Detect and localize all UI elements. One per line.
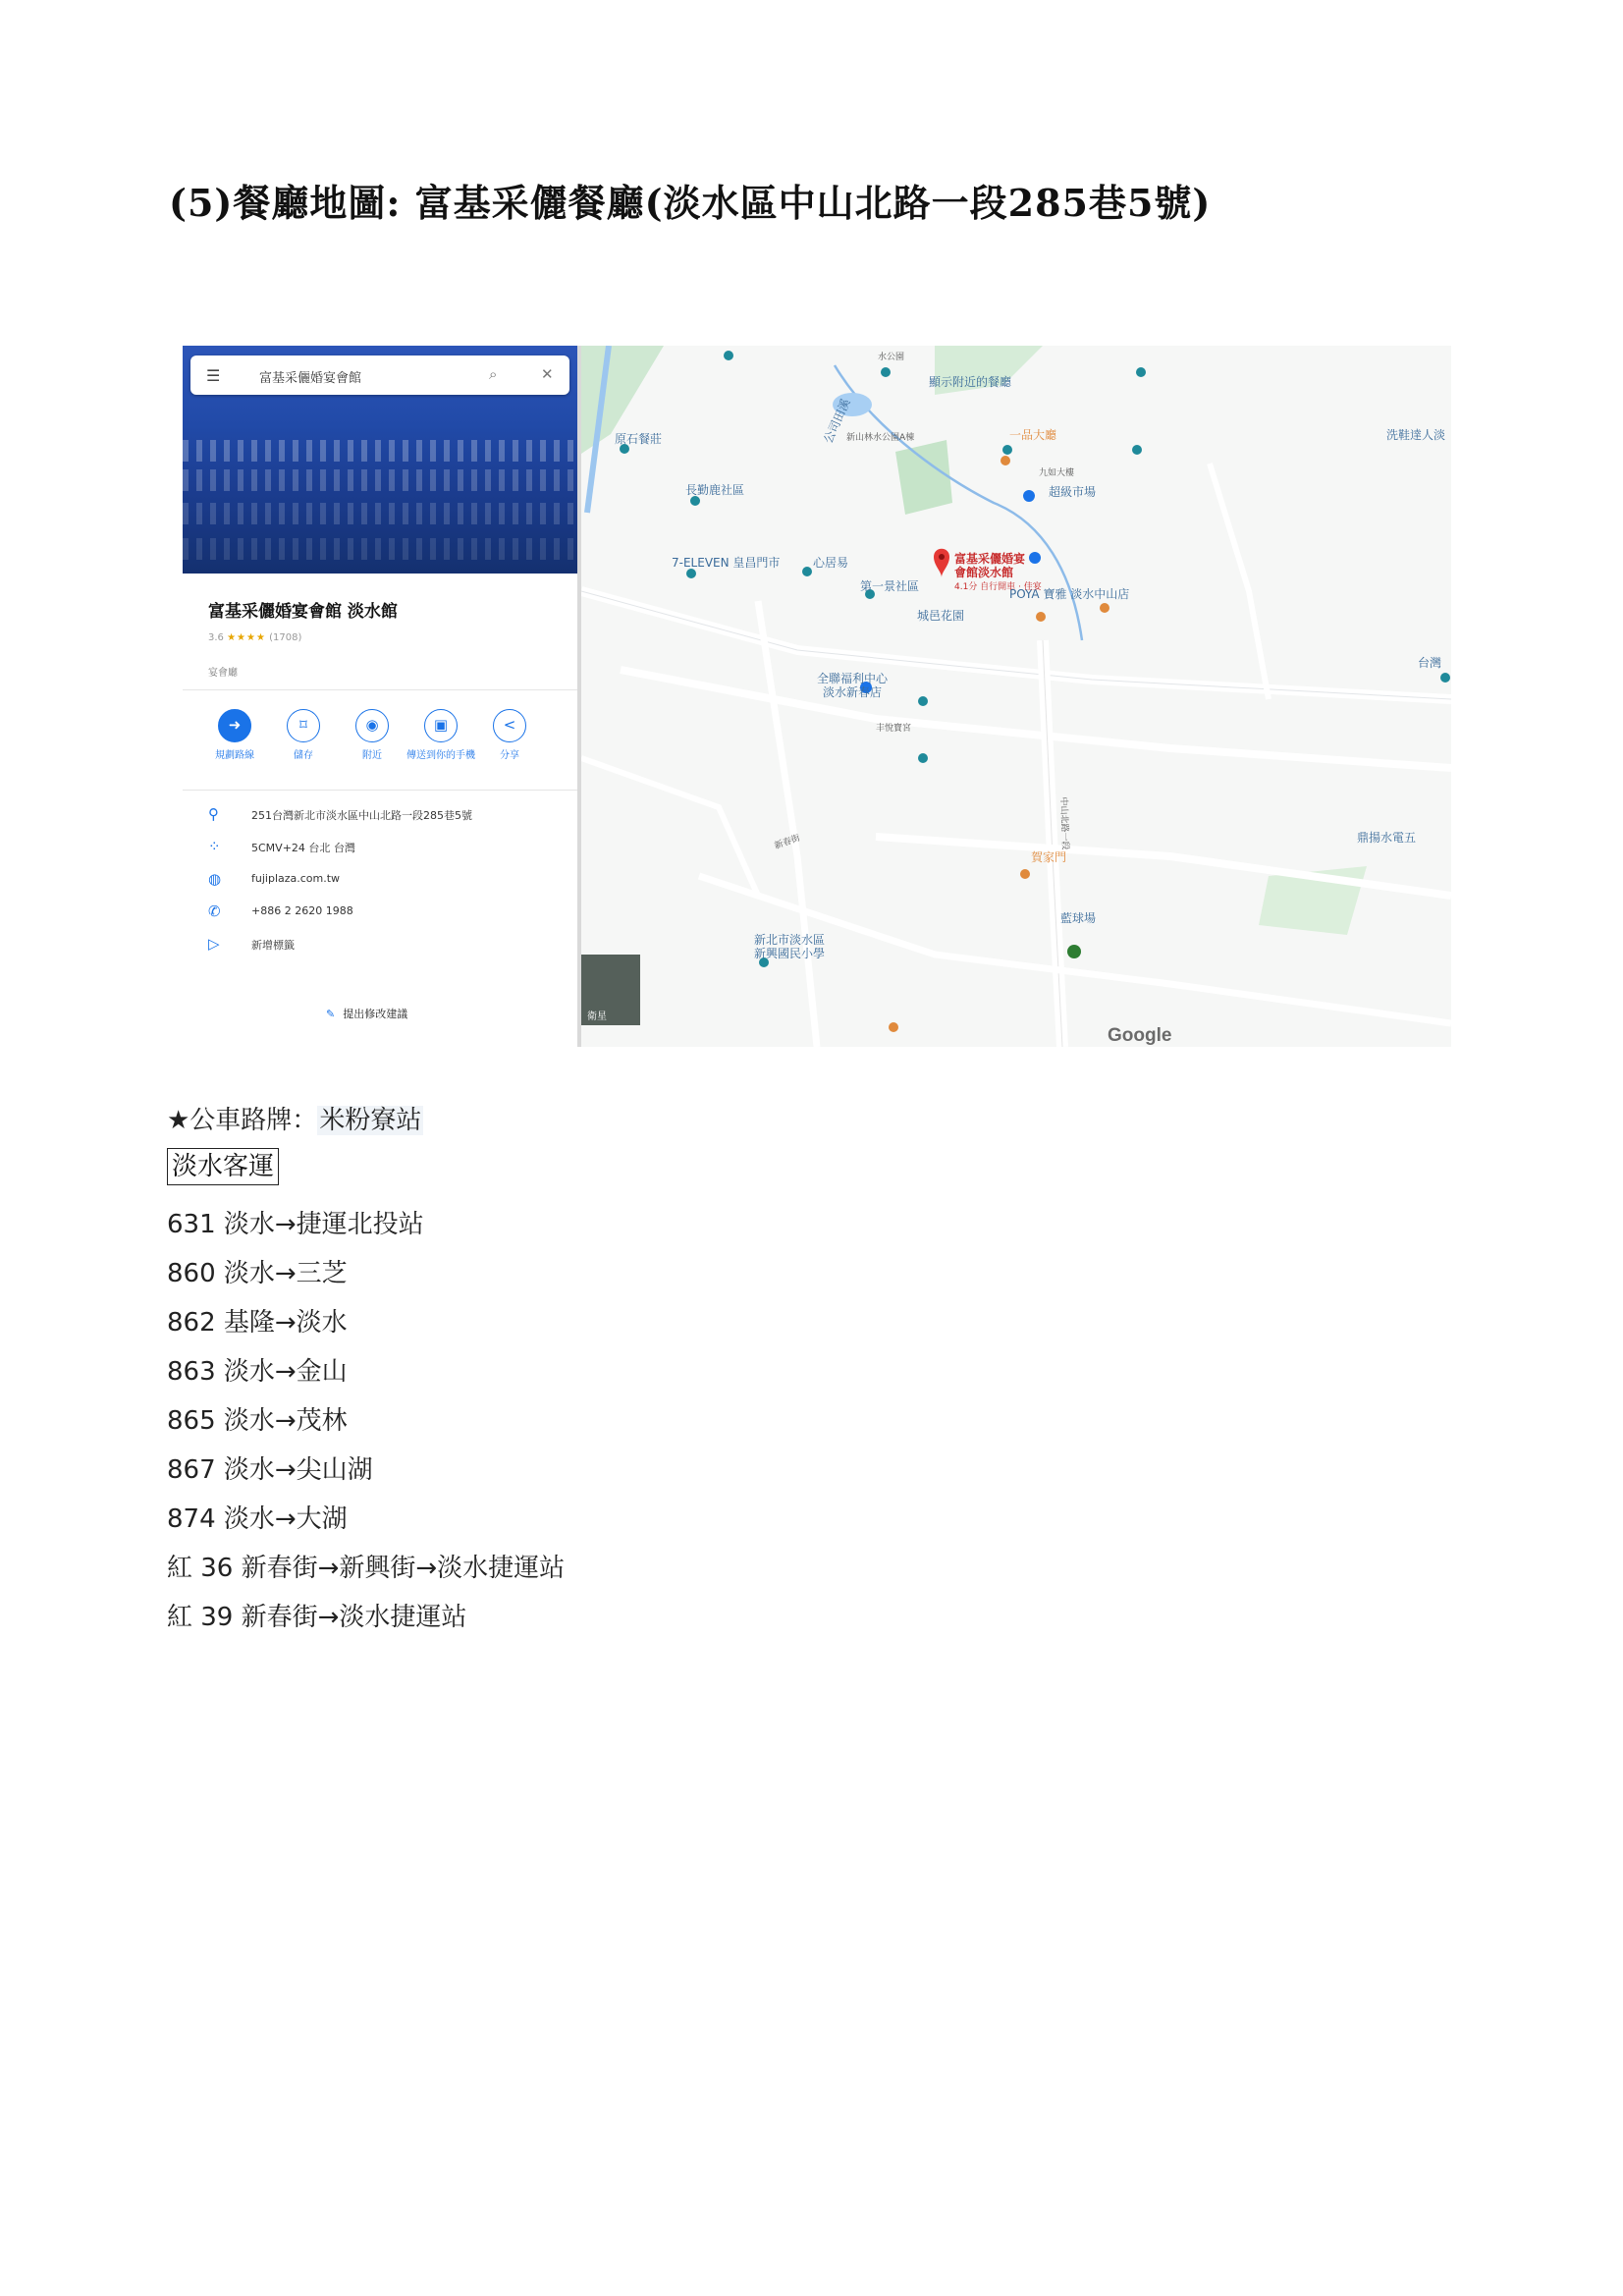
plus-code-icon: ⁘ [208,838,221,855]
bus-route: 紅 36 新春街→新興街→淡水捷運站 [167,1554,566,1583]
road [758,601,817,1047]
bus-route: 863 淡水→金山 [167,1357,348,1387]
suggest-edit-label: 提出修改建議 [343,1008,408,1020]
map-label: 丰悅寶宮 [876,724,912,734]
nearby-button[interactable] [338,709,406,761]
restaurant-pin-dot [939,554,945,560]
share-icon: < [493,709,526,742]
bus-route: 865 淡水→茂林 [167,1406,348,1436]
rating-value: 3.6 [208,632,224,643]
nearby-icon: ◉ [355,709,389,742]
restaurant-pin-subtitle: 4.1分 自行開車 · 佳宴 [954,582,1042,592]
website-row[interactable] [208,872,571,904]
layers-label: 衛星 [587,1011,607,1022]
map-label: 水公園 [878,353,905,362]
plus-code-row[interactable] [208,840,571,872]
road [1210,464,1269,699]
bus-route: 874 淡水→大湖 [167,1504,348,1534]
location-pin-icon: ⚲ [208,805,219,823]
address-text: 251台灣新北市淡水區中山北路一段285巷5號 [251,809,472,822]
bus-route: 紅 39 新春街→淡水捷運站 [167,1603,467,1632]
bus-route: 860 淡水→三芝 [167,1259,348,1288]
address-row[interactable] [208,807,571,840]
phone-send-icon: ▣ [424,709,458,742]
map-label: 淡水新春店 [823,685,883,699]
add-label-text: 新增標籤 [251,939,295,952]
send-to-phone-button[interactable] [406,709,475,761]
map-label: 超級市場 [1049,485,1097,499]
map-label: 心居易 [813,556,849,570]
suggest-edit-button[interactable] [326,1006,407,1021]
website-text: fujiplaza.com.tw [251,872,341,885]
google-logo: Google [1108,1025,1172,1046]
map-label: 全聯福利中心 [817,672,889,685]
globe-icon: ◍ [208,870,222,888]
search-bar[interactable] [190,355,569,395]
directions-icon: ➜ [218,709,251,742]
map-screenshot [183,346,1451,1047]
map-label: 鼎揚水電五 [1357,831,1417,845]
directions-label: 規劃路線 [215,750,254,761]
place-rating [208,632,301,643]
place-name: 富基采儷婚宴會館 淡水館 [208,602,398,622]
edit-icon: ✎ [326,1008,336,1020]
map-label: 九如大樓 [1039,468,1075,478]
map-label: 洗鞋達人淡 [1386,428,1446,442]
map-label: 新北市淡水區 [754,933,826,947]
divider [183,689,581,690]
bus-route: 631 淡水→捷運北投站 [167,1210,424,1239]
map-label: 一品大廳 [1009,428,1057,442]
bus-route: 867 淡水→尖山湖 [167,1455,373,1485]
nearby-label: 附近 [362,750,382,761]
plus-code-text: 5CMV+24 台北 台灣 [251,842,355,854]
page-title: (5)餐廳地圖: 富基采儷餐廳(淡水區中山北路一段285巷5號) [169,181,1212,225]
place-photo [183,346,581,574]
place-info-list [208,807,571,969]
map-label: 公司田溪 [821,396,853,446]
restaurant-pin-label-2[interactable]: 會館淡水館 [954,566,1014,579]
map-label: 新山林水公園A棟 [846,433,915,443]
restaurant-pin [934,549,949,577]
bus-route-list [167,1200,565,1642]
search-input[interactable]: 富基采儷婚宴會館 [259,371,362,386]
map-label: 7-ELEVEN 皇昌門市 [672,556,781,570]
bus-stop-heading [167,1100,423,1136]
map-label: 長勤鹿社區 [685,483,745,497]
map-roads [581,346,1451,1047]
divider [183,790,581,791]
map-label: 第一景社區 [860,579,920,593]
road [621,670,1451,768]
map-label: POYA 寶雅 淡水中山店 [1009,587,1130,601]
map-label: 城邑花園 [917,609,965,623]
send-to-phone-label: 傳送到你的手機 [406,750,475,761]
map-label: 中山北路一段 [1057,796,1070,850]
action-bar [200,709,573,778]
place-panel [183,346,581,1047]
add-label-row[interactable] [208,937,571,969]
star-icon: ★★★★ [227,632,266,643]
layers-thumbnail[interactable] [581,955,640,1025]
park-area [895,440,952,515]
share-label: 分享 [500,750,519,761]
share-button[interactable] [475,709,544,761]
court-pin [1067,945,1081,958]
phone-text: +886 2 2620 1988 [251,904,353,917]
restaurant-pin-label[interactable]: 富基采儷婚宴 [954,552,1026,566]
bus-company: 淡水客運 [167,1148,279,1185]
map-view[interactable] [581,346,1451,1047]
map-label: 顯示附近的餐廳 [929,375,1012,389]
bookmark-icon: ⌑ [287,709,320,742]
road [581,758,758,896]
bus-heading-prefix: ★公車路牌： [167,1106,318,1135]
search-icon[interactable]: ⌕ [489,365,498,383]
label-icon: ▷ [208,935,220,953]
phone-row[interactable] [208,904,571,937]
road [581,591,1451,699]
road [581,591,1451,699]
road [876,837,1451,896]
map-label: 原石餐莊 [615,432,663,446]
bus-route: 862 基隆→淡水 [167,1308,348,1338]
map-label: 台灣 [1418,656,1442,670]
save-button[interactable] [269,709,338,761]
menu-icon[interactable]: ☰ [206,366,221,385]
map-label: 藍球場 [1060,911,1097,925]
review-count[interactable]: (1708) [269,632,302,643]
map-label: 新春街 [773,833,802,852]
directions-button[interactable] [200,709,269,761]
save-label: 儲存 [294,750,313,761]
bus-stop-name: 米粉寮站 [319,1106,422,1135]
map-label: 新興國民小學 [754,947,826,960]
close-icon[interactable]: ✕ [541,365,554,383]
place-category: 宴會廳 [208,668,238,679]
map-label: 賀家門 [1031,850,1067,864]
phone-icon: ✆ [208,902,221,920]
